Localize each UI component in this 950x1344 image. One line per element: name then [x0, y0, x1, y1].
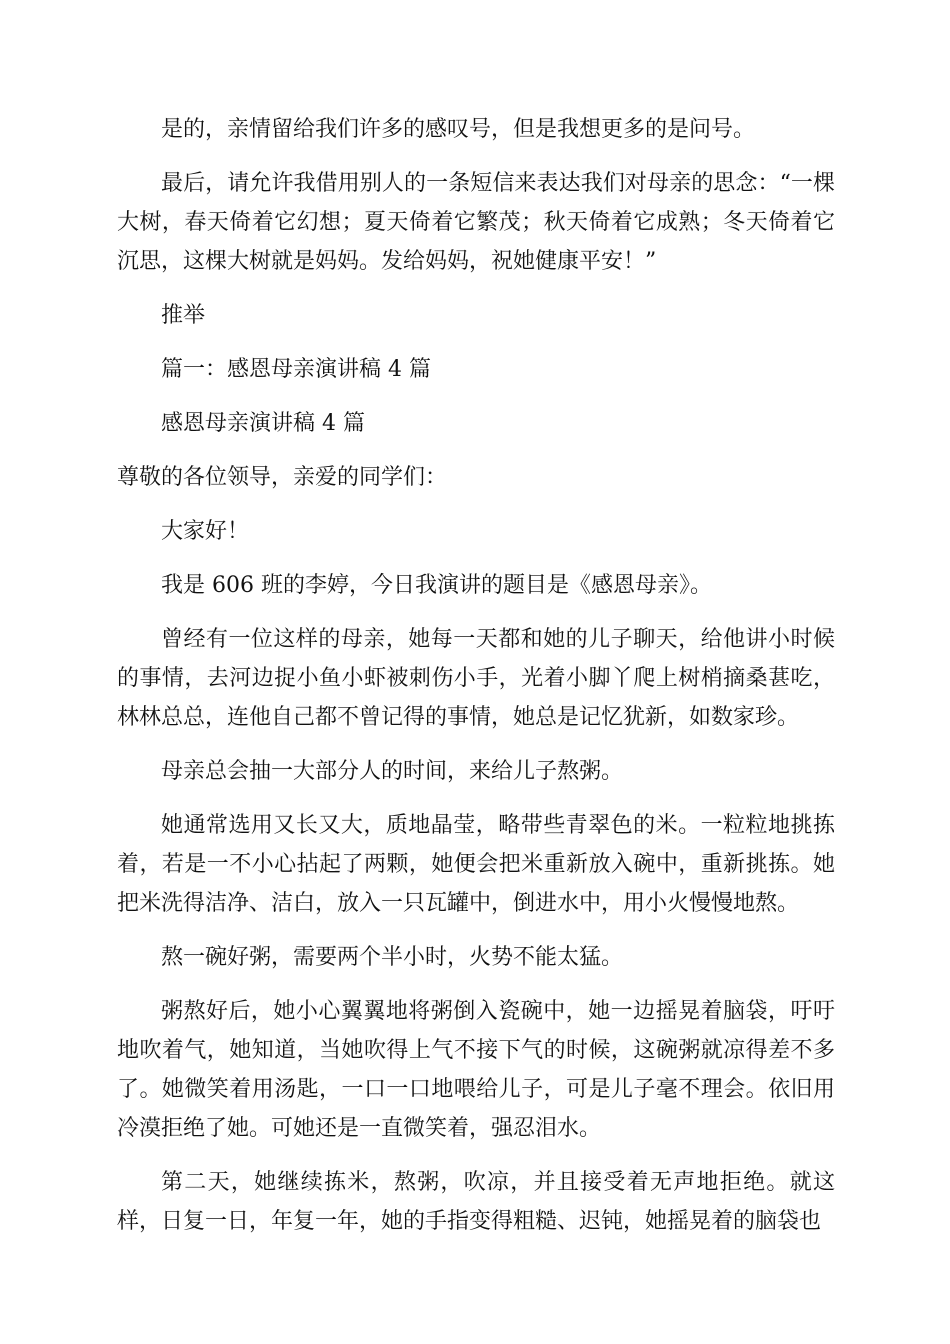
- paragraph-closing-message: 最后，请允许我借用别人的一条短信来表达我们对母亲的思念：“一棵大树，春天倚着它幻想；夏天倚着它繁茂；秋天倚着它成熟；冬天倚着它沉思，这棵大树就是妈妈。发给妈妈，祝她健康平安！”: [117, 171, 835, 274]
- paragraph-exclamation-marks: 是的，亲情留给我们许多的感叹号，但是我想更多的是问号。: [161, 117, 756, 142]
- greeting: 大家好！: [161, 519, 250, 544]
- paragraph-porridge-time: 母亲总会抽一大部分人的时间，来给儿子熬粥。: [161, 759, 624, 784]
- paragraph-rice-selection: 她通常选用又长又大，质地晶莹，略带些青翠色的米。一粒粒地挑拣着，若是一不小心拈起了两颗，她便会把米重新放入碗中，重新挑拣。她把米洗得洁净、洁白，放入一只瓦罐中，倒进水中，用小火慢慢地熬。: [117, 813, 835, 916]
- paragraph-mother-story: 曾经有一位这样的母亲，她每一天都和她的儿子聊天，给他讲小时候的事情，去河边捉小鱼小虾被刺伤小手，光着小脚丫爬上树梢摘桑葚吃，林林总总，连他自己都不曾记得的事情，她总是记忆犹新，如数家珍。: [117, 627, 835, 730]
- document-body: [117, 110, 835, 1256]
- paragraph-next-day: 第二天，她继续拣米，熬粥，吹凉，并且接受着无声地拒绝。就这样，日复一日，年复一年，她的手指变得粗糙、迟钝，她摇晃着的脑袋也: [117, 1170, 835, 1234]
- salutation: 尊敬的各位领导，亲爱的同学们：: [117, 465, 448, 490]
- paragraph-feeding-son: 粥熬好后，她小心翼翼地将粥倒入瓷碗中，她一边摇晃着脑袋，吁吁地吹着气，她知道，当她吹得上气不接下气的时候，这碗粥就凉得差不多了。她微笑着用汤匙，一口一口地喂给儿子，可是儿子毫不理会。依旧用冷漠拒绝了她。可她还是一直微笑着，强忍泪水。: [117, 999, 835, 1141]
- paragraph-introduction: 我是 606 班的李婷，今日我演讲的题目是《感恩母亲》。: [161, 573, 712, 598]
- section-heading: 篇一：感恩母亲演讲稿 4 篇: [161, 357, 431, 382]
- speech-title: 感恩母亲演讲稿 4 篇: [161, 411, 365, 436]
- paragraph-cooking-time: 熬一碗好粥，需要两个半小时，火势不能太猛。: [161, 945, 624, 970]
- paragraph-recommend: 推举: [161, 303, 206, 328]
